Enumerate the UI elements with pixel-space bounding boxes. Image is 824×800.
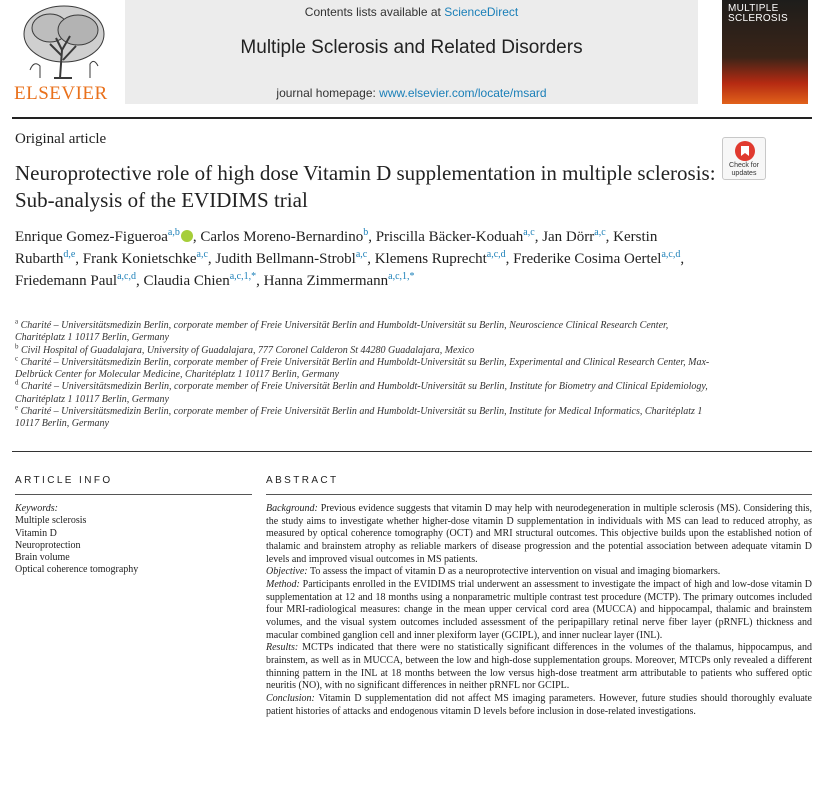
author-name[interactable]: Enrique Gomez-Figueroa [15, 229, 168, 245]
affiliation-item [15, 354, 715, 382]
author-name[interactable]: Jan Dörr [542, 229, 595, 245]
author-affiliation-marks[interactable]: a,b [167, 227, 180, 238]
abstract-section-label: Results: [266, 642, 299, 654]
homepage-line [125, 86, 698, 100]
author-name[interactable]: Klemens Ruprecht [374, 251, 487, 267]
author-separator: , [192, 229, 201, 245]
author-affiliation-marks[interactable]: a,c,d [661, 249, 681, 260]
check-for-updates-button[interactable] [722, 137, 766, 180]
bookmark-icon [735, 141, 755, 161]
author-name[interactable]: Frederike Cosima Oertel [513, 251, 662, 267]
abstract-section [266, 503, 812, 566]
author-affiliation-marks[interactable]: a,c [594, 227, 606, 238]
journal-cover[interactable] [722, 0, 808, 104]
author-name[interactable]: Priscilla Bäcker-Koduah [375, 229, 524, 245]
article-type: Original article [15, 131, 107, 147]
abstract-body [266, 503, 812, 718]
journal-banner [125, 0, 698, 104]
author-affiliation-marks[interactable]: d,e [63, 249, 76, 260]
author-separator: , [605, 229, 614, 245]
author-name[interactable]: Claudia Chien [143, 273, 230, 289]
keyword-item: Neuroprotection [15, 539, 81, 551]
affiliation-text: Charité – Universitätsmedizin Berlin, corporate member of Freie Universität Berlin and Humboldt-Universität su Berlin, Institute for Biometry and Clinical Epidemiology, Charitéplatz 1 10117 Berlin, Germany [15, 381, 708, 405]
keywords-block [15, 503, 138, 577]
author-name[interactable]: Frank Konietschke [82, 251, 197, 267]
abstract-section-label: Objective: [266, 566, 308, 578]
tree-emblem-icon [10, 0, 114, 82]
abstract-section [266, 579, 812, 642]
affiliation-list [15, 317, 715, 431]
section-divider [12, 451, 812, 452]
affiliation-letter: a [15, 317, 19, 326]
article-info-heading: ARTICLE INFO [15, 475, 113, 486]
abstract-section-text: Participants enrolled in the EVIDIMS trial underwent an assessment to investigate the impact of high and low-dose vitamin D supplementation at 12 and 18 months using a nonparametric multiple contrast test procedure (MCTP). The primary outcomes included four MRI-radiological measures: change in the mean upper cervical cord area (MUCCA) and hippocampal, thalamic and brainstem volumes, and the visual system outcomes included assessment of the peripapillary retinal nerve fiber layer (pRNFL) thickness and macular combined ganglion cell and inner plexiform layer (GCIPL), and inner nuclear layer (INL). [266, 578, 812, 641]
affiliation-text: Charité – Universitätsmedizin Berlin, corporate member of Freie Universität Berlin and Humboldt-Universität su Berlin, Neuroscience Clinical Research Center, Charitéplatz 1 10117 Berlin, Germany [15, 320, 669, 344]
affiliation-letter: b [15, 342, 19, 351]
sciencedirect-link[interactable]: ScienceDirect [444, 5, 519, 19]
affiliation-item [15, 317, 715, 345]
homepage-link[interactable]: www.elsevier.com/locate/msard [379, 86, 547, 100]
author-affiliation-marks[interactable]: a,c [196, 249, 208, 260]
abstract-section-label: Method: [266, 578, 300, 590]
keyword-list [15, 515, 138, 576]
author-name[interactable]: Carlos Moreno-Bernardino [200, 229, 364, 245]
abstract-section [266, 566, 812, 579]
abstract-section [266, 642, 812, 693]
author-affiliation-marks[interactable]: b [363, 227, 369, 238]
keyword-item: Vitamin D [15, 527, 57, 539]
orcid-icon[interactable] [181, 230, 193, 242]
keywords-label: Keywords: [15, 503, 58, 514]
author-separator: , [207, 251, 216, 267]
abstract-section-text: MCTPs indicated that there were no statistically significant differences in the volumes of the thalamus, hippocampus, and brainstem, as well as in MUCCA, between the low and high-dose supplementation groups. Moreover, MTCPs only revealed a different thinning pattern in the INL at 18 months between the low versus high-dose treatment arm attributable to patients who suffered optic neuritis (NO), with no significant differences in neither pRNFL nor GCIPL. [266, 642, 812, 692]
author-name[interactable]: Friedemann Paul [15, 273, 118, 289]
elsevier-logo[interactable] [10, 0, 114, 104]
affiliation-text: Charité – Universitätsmedizin Berlin, corporate member of Freie Universität Berlin and Humboldt-Universität su Berlin, Institute for Medical Informatics, Charitéplatz 1 10117 Berlin, Germany [15, 406, 703, 430]
affiliation-text: Civil Hospital of Guadalajara, University of Guadalajara, 777 Coronel Calderon St 44280 Guadalajara, Mexico [21, 344, 475, 356]
abstract-section-text: Vitamin D supplementation did not affect MS imaging parameters. However, future studies should thoroughly evaluate patient histories of attacks and endogenous vitamin D levels before inclusion in dose-related investigations. [266, 692, 812, 717]
header-divider [12, 117, 812, 119]
publisher-name: ELSEVIER [14, 83, 108, 104]
author-separator: , [135, 273, 144, 289]
affiliation-text: Charité – Universitätsmedizin Berlin, corporate member of Freie Universität Berlin and Humboldt-Universität su Berlin, Experimental and Clinical Research Center, Max-Delbrück Center for Molecular Medicine, Charitéplatz 1 10117 Berlin, Germany [15, 356, 710, 381]
affiliation-item [15, 403, 715, 431]
homepage-prefix: journal homepage: [276, 86, 380, 100]
abstract-rule [266, 494, 812, 495]
article-info-rule [15, 494, 252, 495]
author-affiliation-marks[interactable]: a,c,d [486, 249, 506, 260]
author-affiliation-marks[interactable]: a,c,d [117, 271, 136, 282]
author-affiliation-marks[interactable]: a,c,1,* [388, 271, 415, 282]
author-affiliation-marks[interactable]: a,c [355, 249, 368, 260]
affiliation-item [15, 381, 715, 406]
affiliation-letter: c [15, 354, 19, 363]
contents-prefix: Contents lists available at [304, 5, 445, 19]
abstract-section-label: Conclusion: [266, 692, 315, 704]
keyword-item: Optical coherence tomography [15, 564, 139, 576]
affiliation-letter: e [15, 403, 19, 412]
author-affiliation-marks[interactable]: a,c [523, 227, 535, 238]
abstract-section-label: Background: [266, 503, 318, 514]
contents-line [125, 5, 698, 19]
author-separator: , [505, 251, 514, 267]
abstract-section-text: Previous evidence suggests that vitamin D may help with neurodegeneration in multiple sclerosis (MS). Considering this, the study aims to investigate whether higher-dose vitamin D supplementation in individuals with MS can lead to reduced atrophy, as measured by optical coherence tomography (OCT) and MRI structural outcomes. This objective builds upon the established notion of thalamic and brainstem atrophy as reliable markers of disease progression and the potential association between adequate vitamin D levels and improved visual outcomes in MS patients. [266, 503, 813, 565]
author-separator: , [368, 229, 376, 245]
abstract-section [266, 693, 812, 718]
affiliation-item [15, 342, 715, 357]
journal-header [0, 0, 824, 104]
author-separator: , [680, 251, 685, 267]
abstract-heading: ABSTRACT [266, 475, 339, 486]
affiliation-letter: d [15, 379, 19, 388]
article-title: Neuroprotective role of high dose Vitamin D supplementation in multiple sclerosis: Sub-analysis of the EVIDIMS trial [15, 161, 716, 212]
author-name[interactable]: Hanna Zimmermann [263, 273, 389, 289]
abstract-section-text: To assess the impact of vitamin D as a neuroprotective intervention on visual and imaging biomarkers. [309, 566, 721, 578]
author-name[interactable]: Kerstin Rubarth [15, 229, 658, 267]
journal-title[interactable]: Multiple Sclerosis and Related Disorders [240, 37, 583, 58]
author-separator: , [256, 273, 264, 289]
author-separator: , [534, 229, 543, 245]
check-for-updates-label: Check for updates [729, 162, 759, 177]
keyword-item: Multiple sclerosis [15, 515, 87, 527]
author-list [15, 226, 715, 292]
cover-title: MULTIPLE SCLEROSIS [728, 3, 788, 24]
author-name[interactable]: Judith Bellmann-Strobl [215, 251, 356, 267]
author-affiliation-marks[interactable]: a,c,1,* [229, 271, 257, 282]
keyword-item: Brain volume [15, 552, 70, 564]
author-separator: , [367, 251, 375, 267]
author-separator: , [75, 251, 83, 267]
